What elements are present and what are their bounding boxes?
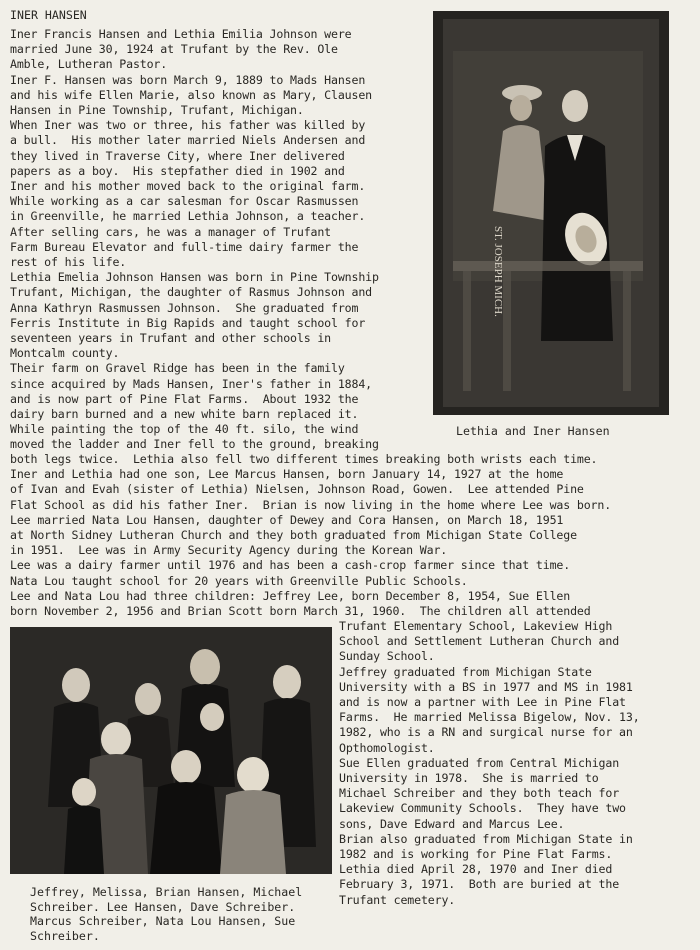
text-line: and is now part of Pine Flat Farms. About 1932 the bbox=[10, 391, 359, 406]
caption-line: Jeffrey, Melissa, Brian Hansen, Michael bbox=[30, 885, 303, 899]
text-line: Lee was a dairy farmer until 1976 and has been a cash-crop farmer since that time. bbox=[10, 558, 571, 573]
text-line: Sunday School. bbox=[339, 649, 435, 664]
text-line: While painting the top of the 40 ft. silo, the wind bbox=[10, 422, 359, 437]
text-line: both legs twice. Lethia also fell two different times breaking both wrists each time. bbox=[10, 452, 598, 466]
text-line: Trufant Elementary School, Lakeview High bbox=[339, 619, 613, 633]
text-line: and is now a partner with Lee in Pine Flat bbox=[339, 695, 626, 710]
text-line: University in 1978. She is married to bbox=[339, 771, 599, 786]
text-line: After selling cars, he was a manager of Trufant bbox=[10, 224, 332, 239]
text-line: February 3, 1971. Both are buried at the bbox=[339, 877, 620, 892]
text-line: Anna Kathryn Rasmussen Johnson. She graduated from bbox=[10, 300, 359, 315]
text-line: Lakeview Community Schools. They have two bbox=[339, 801, 626, 816]
text-line: Nata Lou taught school for 20 years with Greenville Public Schools. bbox=[10, 573, 468, 588]
text-line: Sue Ellen graduated from Central Michigan bbox=[339, 755, 620, 770]
text-line: Lee married Nata Lou Hansen, daughter of Dewey and Cora Hansen, on March 18, 1951 bbox=[10, 512, 564, 527]
photo-family-group bbox=[10, 627, 332, 874]
text-line: Michael Schreiber and they both teach for bbox=[339, 786, 620, 801]
text-line: Iner Francis Hansen and Lethia Emilia Johnson were bbox=[10, 27, 352, 41]
text-line: Trufant cemetery. bbox=[339, 892, 456, 907]
text-line: University with a BS in 1977 and MS in 1981 bbox=[339, 679, 633, 694]
text-line: Jeffrey graduated from Michigan State bbox=[339, 664, 592, 679]
text-line: since acquired by Mads Hansen, Iner's father in 1884, bbox=[10, 376, 372, 391]
photo-lethia-and-iner-image bbox=[433, 11, 669, 415]
text-line: and his wife Ellen Marie, also known as Mary, Clausen bbox=[10, 87, 372, 102]
photo-imprint-text: ST. JOSEPH MICH. bbox=[492, 226, 504, 317]
text-line: Ferris Institute in Big Rapids and taught school for bbox=[10, 315, 366, 330]
text-line: of Ivan and Evah (sister of Lethia) Nielsen, Johnson Road, Gowen. Lee attended Pine bbox=[10, 482, 584, 497]
text-line: born November 2, 1956 and Brian Scott born March 31, 1960. The children all attended bbox=[10, 604, 591, 619]
text-line: a bull. His mother later married Niels Andersen and bbox=[10, 133, 366, 148]
text-line: Amble, Lutheran Pastor. bbox=[10, 57, 168, 72]
right-column-text bbox=[339, 619, 640, 908]
text-line: School and Settlement Lutheran Church and bbox=[339, 634, 620, 649]
text-line: Iner and Lethia had one son, Lee Marcus Hansen, born January 14, 1927 at the home bbox=[10, 467, 564, 482]
caption-line: Schreiber. bbox=[30, 928, 100, 943]
text-line: rest of his life. bbox=[10, 255, 127, 270]
text-line: 1982 and is working for Pine Flat Farms. bbox=[339, 847, 613, 862]
text-line: dairy barn burned and a new white barn replaced it. bbox=[10, 407, 359, 422]
text-line: Flat School as did his father Iner. Brian is now living in the home where Lee was born. bbox=[10, 497, 612, 512]
text-line: in 1951. Lee was in Army Security Agency during the Korean War. bbox=[10, 543, 448, 558]
text-line: married June 30, 1924 at Trufant by the Rev. Ole bbox=[10, 42, 338, 57]
text-line: While working as a car salesman for Oscar Rasmussen bbox=[10, 194, 359, 209]
text-line: Their farm on Gravel Ridge has been in the family bbox=[10, 361, 345, 376]
text-line: Opthomologist. bbox=[339, 740, 435, 755]
text-line: at North Sidney Lutheran Church and they both graduated from Michigan State College bbox=[10, 528, 577, 543]
text-line: papers as a boy. His stepfather died in 1902 and bbox=[10, 163, 345, 178]
caption-line: Marcus Schreiber, Nata Lou Hansen, Sue bbox=[30, 914, 296, 928]
text-line: Farms. He married Melissa Bigelow, Nov. 13, bbox=[339, 710, 640, 725]
text-line: seventeen years in Trufant and other schools in bbox=[10, 331, 332, 346]
photo-family-group-image bbox=[10, 627, 332, 874]
photo-top-caption: Lethia and Iner Hansen bbox=[456, 424, 610, 438]
photo-lethia-and-iner bbox=[433, 11, 669, 415]
text-line: Brian also graduated from Michigan State in bbox=[339, 831, 633, 846]
text-line: 1982, who is a RN and surgical nurse for an bbox=[339, 725, 633, 740]
text-line: Montcalm county. bbox=[10, 346, 120, 361]
text-line: Trufant, Michigan, the daughter of Rasmus Johnson and bbox=[10, 285, 372, 300]
text-line: When Iner was two or three, his father was killed by bbox=[10, 118, 366, 133]
text-line: moved the ladder and Iner fell to the ground, breaking bbox=[10, 437, 379, 452]
text-line: Lethia Emelia Johnson Hansen was born in Pine Township bbox=[10, 270, 379, 285]
text-line: in Greenville, he married Lethia Johnson, a teacher. bbox=[10, 209, 366, 224]
text-line: Lethia died April 28, 1970 and Iner died bbox=[339, 862, 613, 877]
text-line: Iner F. Hansen was born March 9, 1889 to Mads Hansen bbox=[10, 72, 366, 87]
photo-bottom-caption bbox=[30, 885, 302, 943]
text-line: Iner and his mother moved back to the original farm. bbox=[10, 179, 366, 194]
caption-line: Schreiber. Lee Hansen, Dave Schreiber. bbox=[30, 899, 296, 914]
text-line: Lee and Nata Lou had three children: Jeffrey Lee, born December 8, 1954, Sue Ellen bbox=[10, 588, 571, 603]
text-line: Hansen in Pine Township, Trufant, Michigan. bbox=[10, 103, 304, 118]
narrow-column-text bbox=[10, 27, 379, 453]
text-line: sons, Dave Edward and Marcus Lee. bbox=[339, 816, 565, 831]
page-title: INER HANSEN bbox=[10, 8, 87, 22]
full-width-text bbox=[10, 452, 611, 619]
text-line: Farm Bureau Elevator and full-time dairy farmer the bbox=[10, 239, 359, 254]
text-line: they lived in Traverse City, where Iner delivered bbox=[10, 148, 345, 163]
